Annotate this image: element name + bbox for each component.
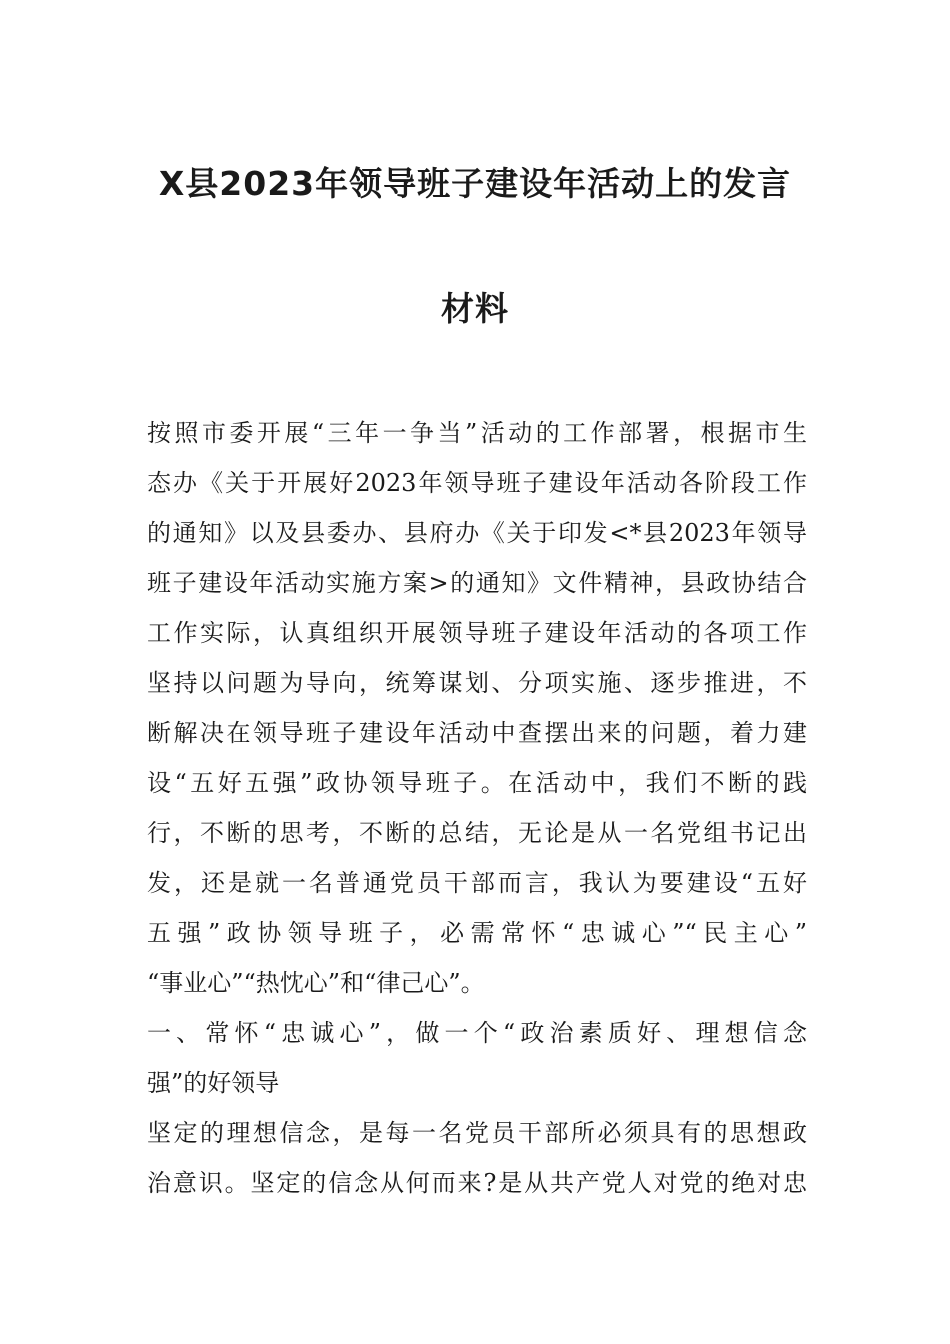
body-line-11: 五强”政协领导班子，必需常怀“忠诚心”“民主心” bbox=[147, 919, 807, 947]
body-line-9: 行，不断的思考，不断的总结，无论是从一名党组书记出 bbox=[147, 819, 807, 847]
document-title-line-1: X县2023年领导班子建设年活动上的发言 bbox=[158, 164, 792, 203]
body-line-6: 坚持以问题为导向，统筹谋划、分项实施、逐步推进，不 bbox=[147, 669, 807, 697]
body-line-10: 发，还是就一名普通党员干部而言，我认为要建设“五好 bbox=[147, 869, 807, 897]
body-line-5: 工作实际，认真组织开展领导班子建设年活动的各项工作 bbox=[147, 619, 807, 647]
body-line-2: 态办《关于开展好2023年领导班子建设年活动各阶段工作 bbox=[147, 469, 807, 497]
body-line-12: “事业心”“热忱心”和“律己心”。 bbox=[147, 969, 485, 997]
body-line-8: 设“五好五强”政协领导班子。在活动中，我们不断的践 bbox=[147, 769, 807, 797]
body-line-4: 班子建设年活动实施方案>的通知》文件精神，县政协结合 bbox=[147, 569, 807, 597]
body-line-3: 的通知》以及县委办、县府办《关于印发<*县2023年领导 bbox=[147, 519, 807, 547]
section-heading-line-1: 一、常怀“忠诚心”，做一个“政治素质好、理想信念 bbox=[147, 1019, 807, 1047]
body-line-7: 断解决在领导班子建设年活动中查摆出来的问题，着力建 bbox=[147, 719, 807, 747]
body-line-1: 按照市委开展“三年一争当”活动的工作部署，根据市生 bbox=[147, 419, 807, 447]
document-body bbox=[147, 408, 807, 1208]
body-line-16: 治意识。坚定的信念从何而来?是从共产党人对党的绝对忠 bbox=[147, 1169, 807, 1197]
document-title-line-2: 材料 bbox=[441, 289, 509, 328]
section-heading-line-2: 强”的好领导 bbox=[147, 1069, 280, 1097]
body-line-15: 坚定的理想信念，是每一名党员干部所必须具有的思想政 bbox=[147, 1119, 807, 1147]
